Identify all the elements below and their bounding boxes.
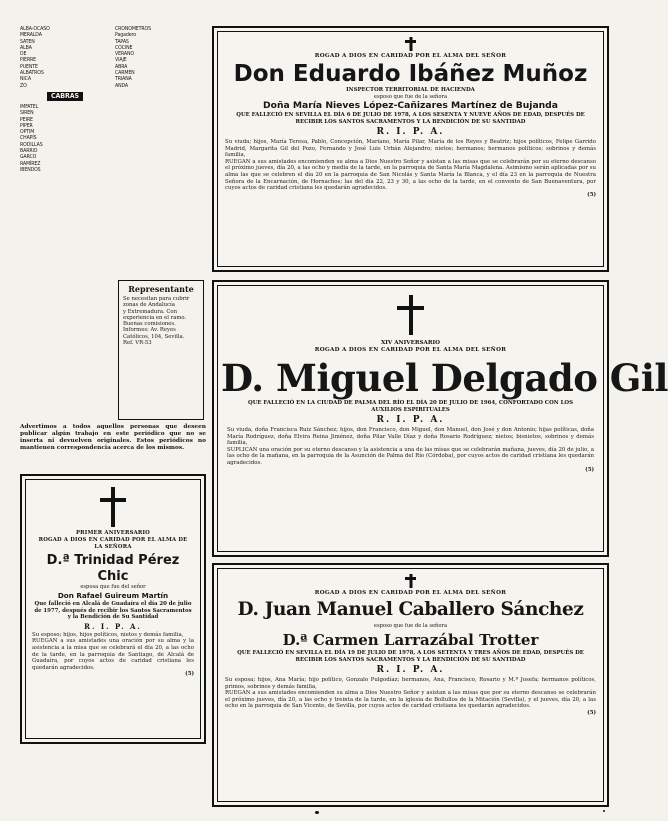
obituary-2-rogad: ROGAD A DIOS EN CARIDAD POR EL ALMA DEL SEÑOR xyxy=(314,347,507,353)
cross-icon xyxy=(405,574,416,588)
obituary-1-spouse-intro: esposo que fue de la señora xyxy=(373,94,448,100)
classified-right-top-line: ABRA xyxy=(115,63,128,70)
obituary-3-rogad: ROGAD A DIOS EN CARIDAD POR EL ALMA DE LA SEÑORA xyxy=(38,537,188,550)
obituary-3-died: Que falleció en Alcalá de Guadaíra el día 20 de julio de 1977, después de recibir los Santos Sacramentos y la Bendición de Su Santidad xyxy=(34,601,192,621)
print-speck xyxy=(603,810,605,812)
obituary-4-died: QUE FALLECIÓ EN SEVILLA EL DÍA 19 DE JULIO DE 1978, A LOS SETENTA Y TRES AÑOS DE EDAD, DESPUÉS DE RECIBIR LOS SANTOS SACRAMENTOS Y LA BENDICIÓN DE SU SANTIDAD xyxy=(237,650,584,663)
classified-left-top-line: MERALDA xyxy=(20,32,42,39)
classified-left-top-line: PUENTE xyxy=(20,63,38,70)
obituary-2-ripa: R. I. P. A. xyxy=(376,415,445,425)
obituary-3-spouse-intro: esposa que fue del señor xyxy=(80,584,146,590)
obituary-1-spouse: Doña María Nieves López-Cañizares Martínez de Bujanda xyxy=(263,100,558,111)
obituary-3-number: (5) xyxy=(185,671,194,678)
representantes-title: Representante xyxy=(128,284,194,294)
classified-left-top-line: ZO xyxy=(20,82,27,89)
classified-right-top-line: COCINE xyxy=(115,44,133,51)
classified-left-top-line: ALBA xyxy=(20,44,32,51)
classified-right-top-line: CARMEN xyxy=(115,70,135,77)
obituary-4-spouse: D.ª Carmen Larrazábal Trotter xyxy=(282,631,539,649)
obituary-3-request: RUEGAN a sus amistades una oración por su alma y la asistencia a la misa que se celebrará el día 20, a las ocho de la tarde, en la parroquia de Santiago, de Alcalá de Guadaíra, por cuyos actos de caridad cristiana les quedarán agradecidos. xyxy=(32,638,194,671)
obituary-4-request: RUEGAN a sus amistades encomienden su alma a Dios Nuestro Señor y asistan a las misas que por su eterno descanso se celebrarán el próximo jueves, día 20, a las ocho y treinta de la tarde, en la iglesia de Bollullos de la Mitación (Sevilla), y el jueves, día 20, a las ocho en la parroquia de San Vicente, de Sevilla, por cuyos actos de caridad cristiana les quedarán agradecidos. xyxy=(225,690,596,710)
obituary-3-name-line2: Chic xyxy=(97,569,129,584)
obituary-1-died: QUE FALLECIÓ EN SEVILLA EL DÍA 6 DE JULIO DE 1978, A LOS SESENTA Y NUEVE AÑOS DE EDAD, DESPUÉS DE RECIBIR LOS SANTOS SACRAMENTOS Y LA BENDICIÓN DE SU SANTIDAD xyxy=(236,112,585,125)
obituary-2-request: SUPLICAN una oración por su eterno descanso y la asistencia a una de las misas que se celebrarán mañana, jueves, día 20 de julio, a las ocho de la mañana, en la parroquia de la Asunción de Palma del Río (Córdoba), por cuyos actos de caridad cristiana les quedarán agradecidos. xyxy=(227,446,594,466)
obituary-2-anniversary: XIV ANIVERSARIO xyxy=(380,340,441,346)
representantes-line: Ref. VR-53 xyxy=(123,340,152,347)
classified-left-bottom-line: RAMÍREZ xyxy=(20,160,41,167)
obituary-caballero-sanchez xyxy=(212,563,609,807)
advisory-notice: Advertimos a todos aquellos personas que deseen publicar algún trabajo en este periódico que no se inserta ni devuelven originales. Estos periódicos no mantienen correspondencia acerca de los mismos. xyxy=(20,424,206,451)
classified-column-left xyxy=(20,26,110,422)
representantes-body xyxy=(123,296,199,346)
obituary-1-title: INSPECTOR TERRITORIAL DE HACIENDA xyxy=(346,87,475,93)
classified-list-left-top xyxy=(20,26,110,89)
representantes-line: zonas de Andalucía xyxy=(123,302,175,309)
obituary-2-number: (5) xyxy=(585,466,594,473)
obituary-4-family: Su esposa; hijos, Ana María; hijo político, Gonzalo Pulgodíaz; hermanos, Ana, Francisco, Rosario y M.ª Josefa; hermanos políticos, primos, sobrinos y demás familia, xyxy=(225,677,596,690)
classified-left-top-line: SATEN xyxy=(20,38,35,45)
obituary-2-name: D. Miguel Delgado Gil xyxy=(221,356,668,400)
cross-icon xyxy=(100,487,126,527)
classified-left-bottom-line: OPTIM xyxy=(20,129,35,136)
classified-left-bottom-line: IMFATEL xyxy=(20,103,39,110)
obituary-perez-chic xyxy=(20,474,206,744)
classified-left-bottom-line: RODILLAS xyxy=(20,141,43,148)
classified-right-top-line: VIAJE xyxy=(115,57,127,64)
classified-left-bottom-line: PIPER xyxy=(20,122,33,129)
obituary-1-request: RUEGAN a sus amistades encomienden su alma a Dios Nuestro Señor y asistan a las misas que se celebrarán por su eterno descanso el próximo jueves, día 20, a las ocho y media de la tarde, en la parroquia de Santa María Magdalena. Asimismo serán aplicadas por su alma las que se celebren el día 20 en la parroquia de San Nicolás y Santa María la Blanca, y el día 23 en la parroquia de Nuestra Señora de la Encarnación, de Hornachos; las del día 22, 23 y 30, a las ocho de la tarde, en el convento de San Buenaventura, por cuyos actos de caridad cristiana les quedarán agradecidos. xyxy=(225,158,596,192)
cross-icon xyxy=(397,295,424,335)
obituary-4-number: (5) xyxy=(587,709,596,716)
classified-right-top-line: TAPAS xyxy=(115,38,129,45)
cross-icon xyxy=(405,37,416,51)
classified-left-bottom-line: SIREN xyxy=(20,110,34,117)
obituary-3-anniversary: PRIMER ANIVERSARIO xyxy=(75,530,151,536)
obituary-1-family: Su viuda; hijos, María Teresa, Pablo, Concepción, Mariano, María Pilar, María de los Reyes y Beatriz; hijos políticos, Felipe Garrido Madrid, Margarita Gil del Pozo, Fernando y José Luis Urbán Alejandro; nietos; hermanos; hermanos políticos; sobrinos y demás familia, xyxy=(225,139,596,159)
representantes-line: experiencia en el ramo. xyxy=(123,314,187,321)
representantes-line: Buenas comisiones. xyxy=(123,321,176,328)
classified-heading: CABRAS xyxy=(47,92,83,101)
classified-left-bottom-line: GARCO xyxy=(20,154,37,161)
classified-left-bottom-line: CHAPÍS xyxy=(20,135,37,142)
classified-left-bottom-line: IBENDOS xyxy=(20,166,41,173)
classified-left-top-line: ALBA-OCASO xyxy=(20,26,50,32)
obituary-1-name: Don Eduardo Ibáñez Muñoz xyxy=(233,61,588,87)
classified-left-bottom-line: BARRIO xyxy=(20,148,38,155)
classified-left-top-line: PIERRE xyxy=(20,57,36,64)
representantes-line: Se necesitan para cubrir xyxy=(123,296,190,302)
representantes-line: y Extremadura. Con xyxy=(123,308,178,315)
obituary-3-spouse: Don Rafael Guireum Martín xyxy=(57,591,169,600)
representantes-line: Informes: Av. Reyes xyxy=(123,327,176,334)
classified-left-top-line: DE xyxy=(20,51,27,58)
obituary-3-family: Su esposo; hijos, hijos políticos, nietos y demás familia, xyxy=(32,631,184,638)
classified-right-top-line: ANDA xyxy=(115,82,128,89)
classified-right-top-line: VERANO xyxy=(115,51,134,58)
print-speck xyxy=(315,811,319,814)
classified-left-top-line: ALBATROS xyxy=(20,70,44,77)
obituary-2-died: QUE FALLECIÓ EN LA CIUDAD DE PALMA DEL RÍO EL DÍA 20 DE JULIO DE 1964, CONFORTADO CON LOS AUXILIOS ESPIRITUALES xyxy=(248,400,573,413)
obituary-1-ripa: R. I. P. A. xyxy=(376,127,445,137)
classified-right-top-line: CRONOMETROS xyxy=(115,26,151,32)
classified-left-top-line: NICA xyxy=(20,76,31,83)
classified-ads-section xyxy=(20,26,206,422)
obituary-3-name-line1: D.ª Trinidad Pérez xyxy=(46,553,180,568)
obituary-2-family: Su viuda, doña Francisca Ruiz Sánchez; hijos, don Francisco, don Miguel, don Manuel, don José y don Antonio; hijas políticas, doña María Rodríguez, doña Elvira Reina Jiménez, doña Pilar Valle Díaz y doña Rosario Rodríguez; nietos; bisnietos, sobrinos y demás familia, xyxy=(227,427,594,447)
classified-list-right-top xyxy=(115,26,205,89)
obituary-delgado-gil xyxy=(212,280,668,557)
obituary-1-number: (5) xyxy=(587,191,596,198)
representantes-line: Católicos, 104, Sevilla. xyxy=(123,333,185,340)
obituary-4-ripa: R. I. P. A. xyxy=(376,665,445,675)
classified-list-left-bottom xyxy=(20,104,110,173)
classified-left-bottom-line: PEIRE xyxy=(20,116,33,123)
obituary-3-ripa: R. I. P. A. xyxy=(84,621,142,631)
obituary-4-spouse-intro: esposo que fue de la señora xyxy=(373,623,448,629)
obituary-4-rogad: ROGAD A DIOS EN CARIDAD POR EL ALMA DEL SEÑOR xyxy=(314,590,507,596)
representantes-ad-box xyxy=(118,280,204,420)
obituary-ibanez-munoz xyxy=(212,26,609,272)
obituary-4-name: D. Juan Manuel Caballero Sánchez xyxy=(237,599,584,620)
classified-heading-wrap xyxy=(20,89,110,104)
classified-right-top-line: Pagadero xyxy=(115,32,136,39)
classified-right-top-line: TRIANA xyxy=(115,76,132,83)
obituary-1-rogad: ROGAD A DIOS EN CARIDAD POR EL ALMA DEL SEÑOR xyxy=(314,53,507,59)
classified-column-right xyxy=(115,26,205,276)
